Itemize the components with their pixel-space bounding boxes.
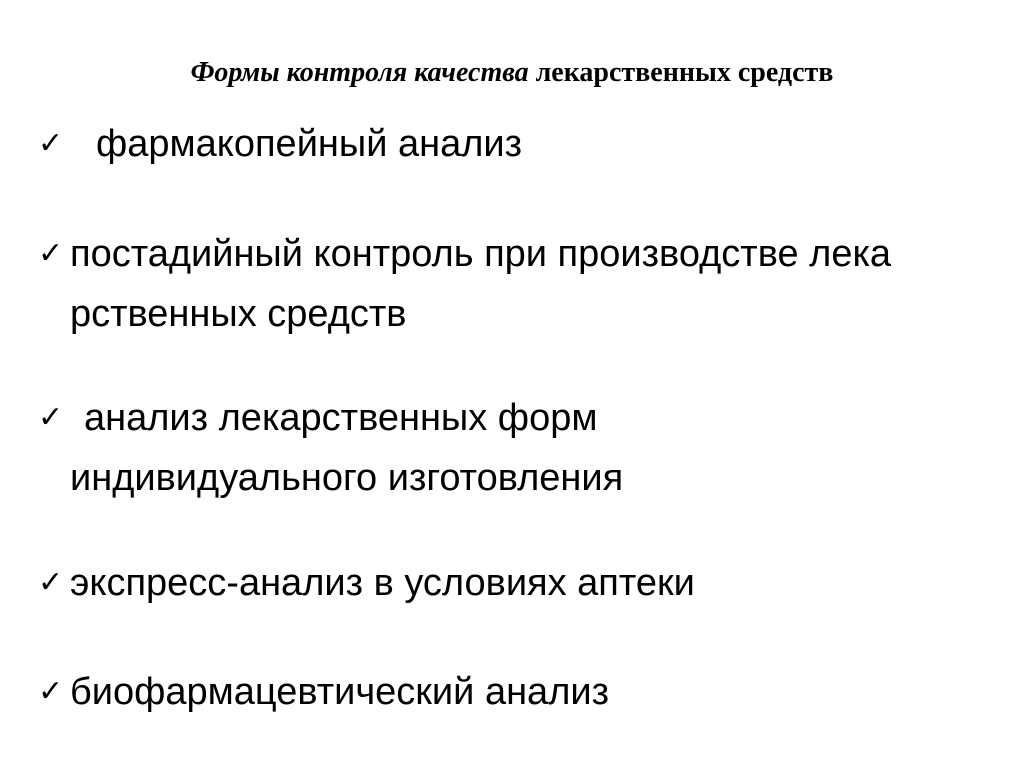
bullet-stage-control [38,224,1008,344]
bullet-biopharmaceutical-analysis [38,662,1008,722]
checkmark-icon: ✓ [38,565,64,600]
bullet-text: анализ лекарственных форм [84,397,598,439]
slide-title-italic: Формы контроля качества [190,56,529,88]
bullet-text: биофармацевтический анализ [70,671,610,713]
checkmark-icon: ✓ [38,674,64,709]
checkmark-icon: ✓ [38,400,64,435]
checkmark-icon: ✓ [38,236,64,271]
bullet-text: экспресс-анализ в условиях аптеки [70,562,695,604]
bullet-extemporaneous-forms [38,388,1008,508]
checkmark-icon: ✓ [38,126,64,161]
bullet-text: фармакопейный анализ [96,123,523,165]
bullet-text-continuation: индивидуального изготовления [70,457,624,499]
bullet-text-continuation: рственных средств [70,293,407,335]
slide-title-regular: лекарственных средств [528,56,834,88]
bullet-pharmacopoeial-analysis [38,114,1008,174]
bullet-text: постадийный контроль при производстве лека [70,233,892,275]
bullet-express-analysis [38,553,1008,613]
